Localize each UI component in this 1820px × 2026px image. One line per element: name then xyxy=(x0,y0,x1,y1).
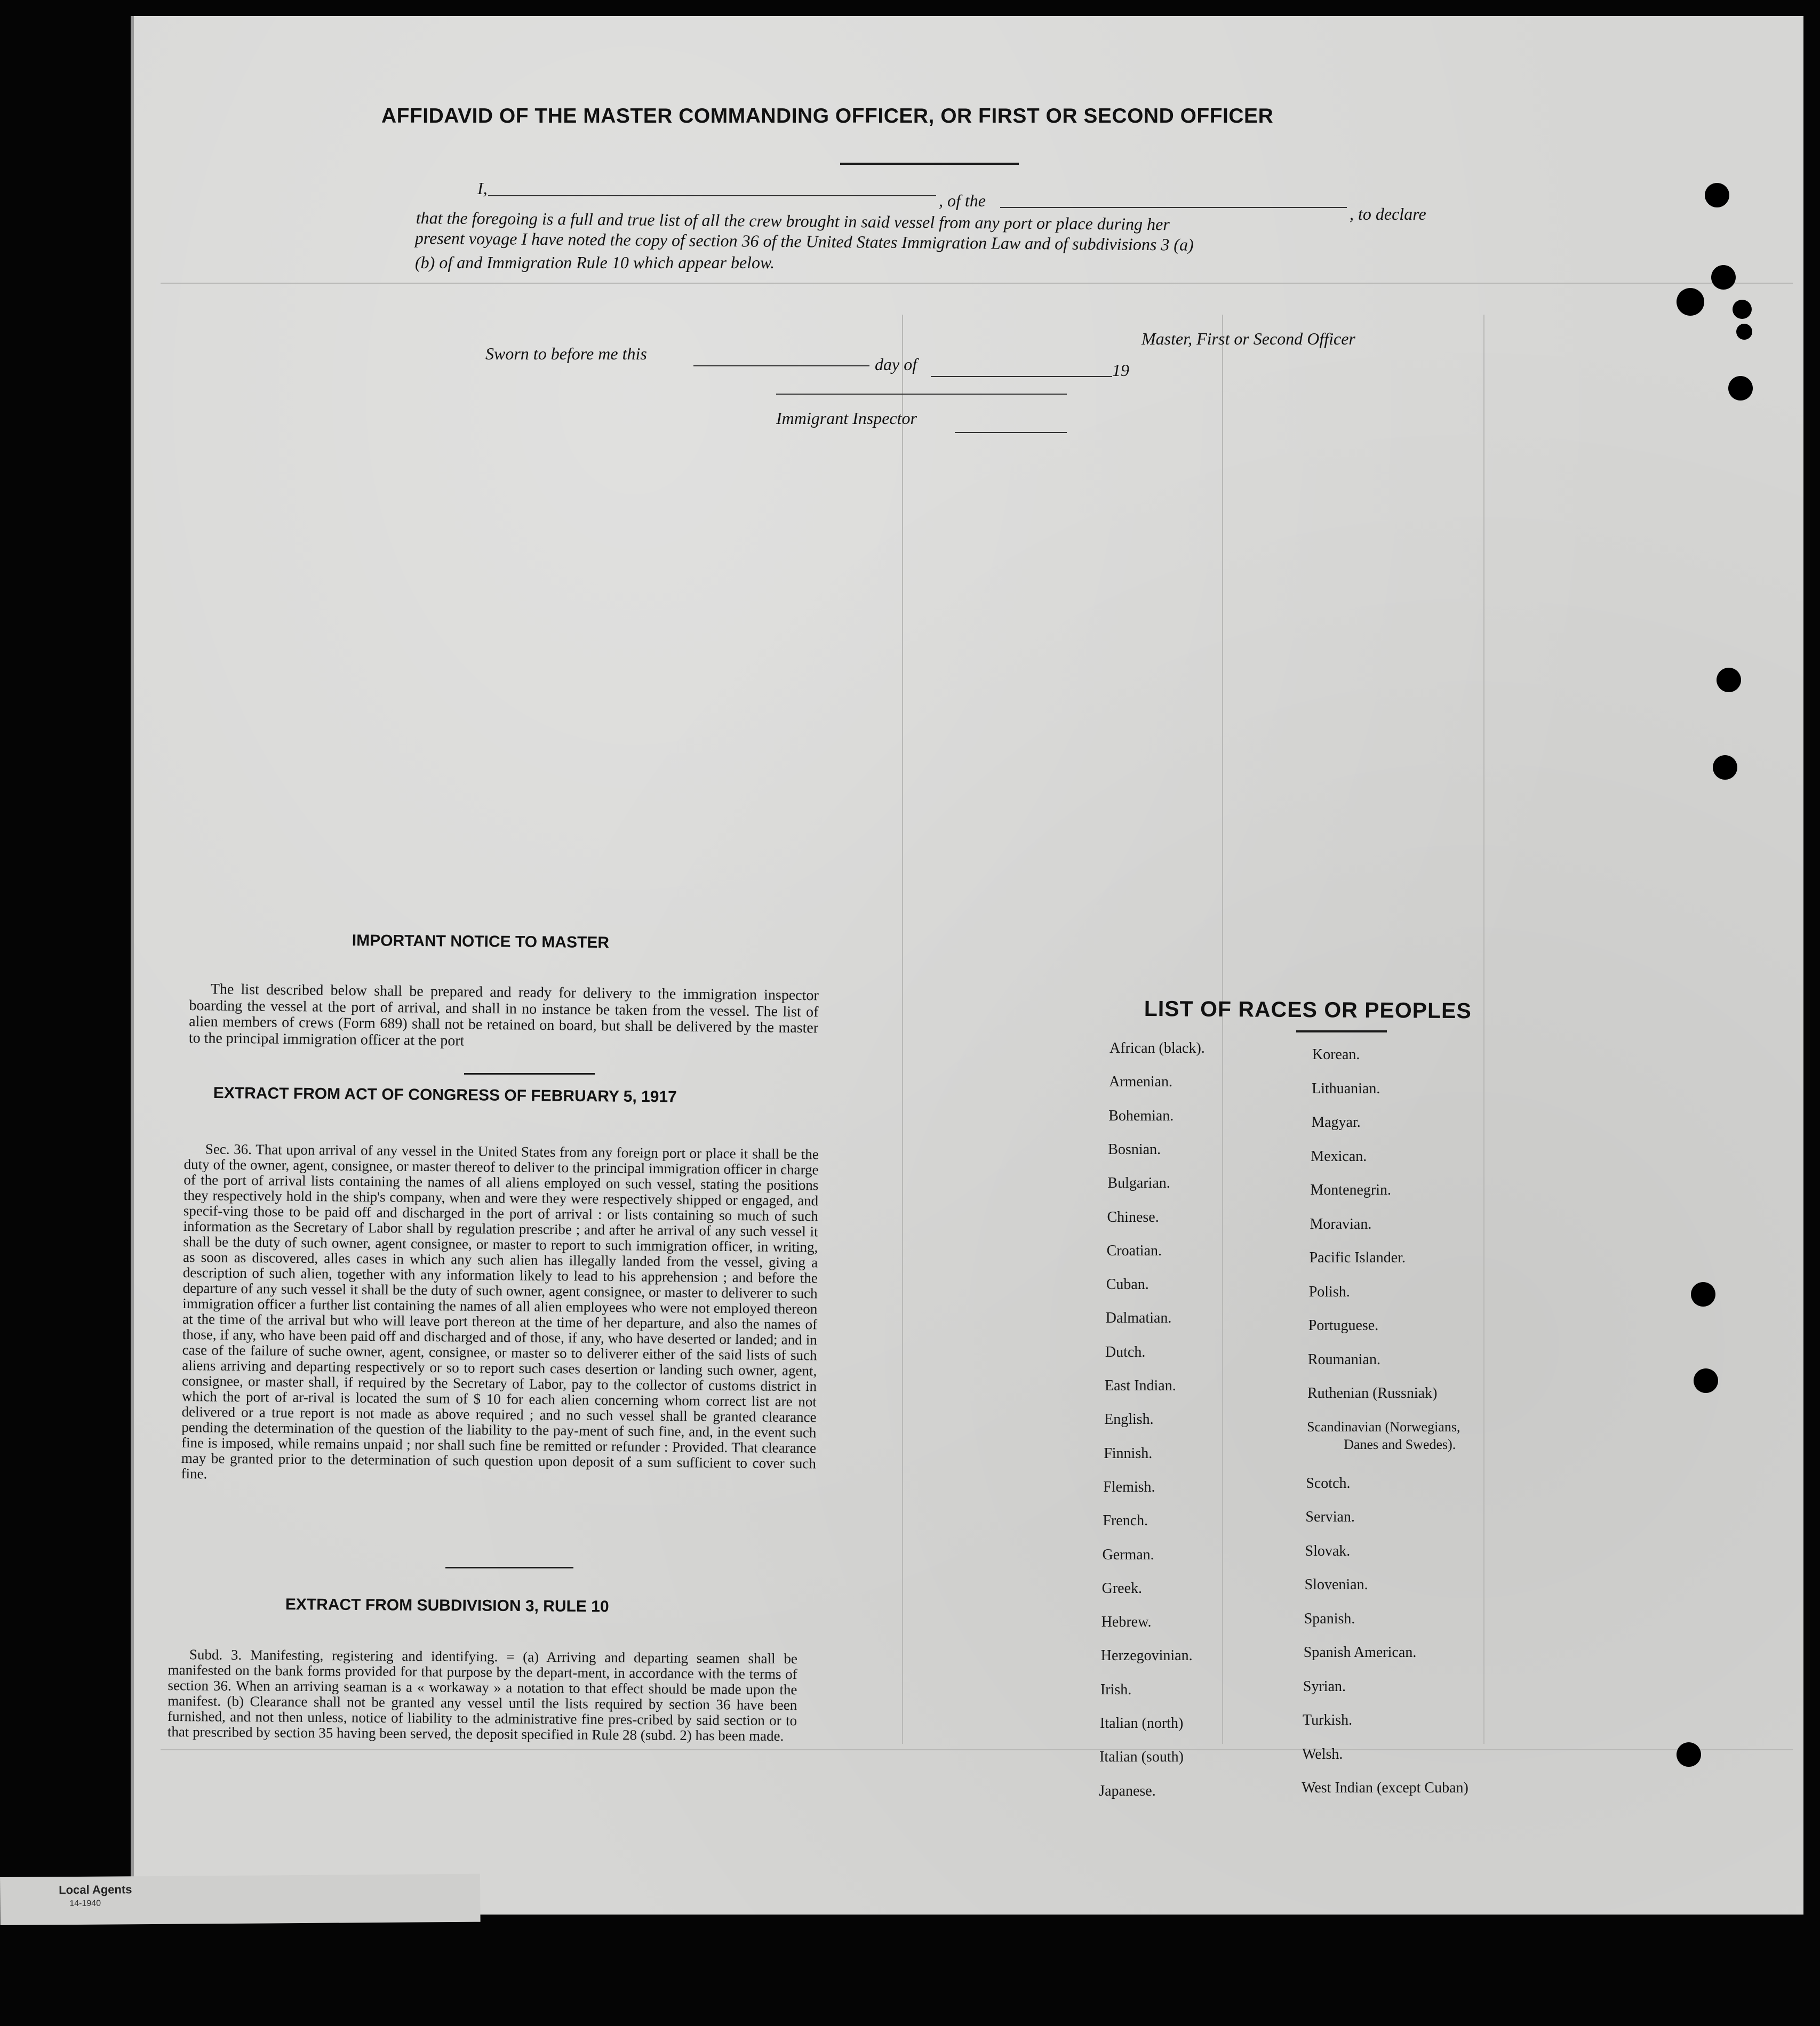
race-item-left: Chinese. xyxy=(1107,1208,1159,1226)
notice-heading: IMPORTANT NOTICE TO MASTER xyxy=(352,932,610,952)
race-item-right: Slovenian. xyxy=(1304,1576,1368,1593)
notice-rule xyxy=(464,1073,595,1075)
race-item-right: Magyar. xyxy=(1311,1114,1361,1131)
punch-hole xyxy=(1677,1742,1701,1767)
race-item-right: West Indian (except Cuban) xyxy=(1302,1780,1468,1796)
affidavit-line1-end: , to declare xyxy=(1350,204,1426,223)
race-item-left: Armenian. xyxy=(1109,1074,1173,1091)
race-item-left: Italian (north) xyxy=(1100,1715,1184,1732)
day-of-label: day of xyxy=(875,355,917,374)
punch-hole xyxy=(1705,183,1729,207)
act-text: Sec. 36. That upon arrival of any vessel in the United States from any foreign port or place it shall be the duty of the owner, agent, consignee, or master thereof to deliver to the principal immigration officer in charge of the port of arrival lists containing the names of all aliens employed on such vessel, stating the positions they respectively hold in the ship's company, when and were they were respectively shipped or engaged, and specif-ving those to be paid off and discharged in the port of arrival : or lists containing so much of such information as the Secretary of Labor shall by regulation prescribe ; and after he arrival of any such vessel it shall be the duty of such owner, agent consignee, or master to report to such immigration officer, in writing, as soon as discovered, alles cases in which any such alien has illegally landed from the vessel, giving a description of such alien, together with any information likely to lead to his apprehension ; and before the departure of any such vessel it shall be the duty of such owner, agent consignee, or master to deliverer to such immigration officer a further list containing the names of all alien employees who were not employed thereon at the time of the arrival but who will leave port thereon at the time of her departure, and also the names of those, if any, who have been paid off and discharged and of those, if any, who have deserted or landed; and in case of the failure of suche owner, agent, consignee, or master so to deliverer either of the said lists of such aliens arriving and departing respectively or so to report such cases desertion or landing such owner, agent, consignee, or master shall, if required by the Secretary of Labor, pay to the collector of customs district in which the port of ar-rival is located the sum of $ 10 for each alien concerning whom correct list are not delivered or a true report is not made as above required ; and no such vessel shall be granted clearance pending the determination of the question of the liability to the pay-ment of such fine, and, in the event such fine is imposed, while remains unpaid ; nor shall such fine be remitted or refunder : Provided. That clearance may be granted prior to the determination of such question upon deposit of a sum sufficient to cover such fine. xyxy=(181,1141,819,1482)
race-item-left: Dalmatian. xyxy=(1105,1310,1172,1327)
rule-text: Subd. 3. Manifesting, registering and identifying. = (a) Arriving and departing seamen shall be manifested on the bank forms provided for that purpose by the depart-ment, in accordance with the terms of section 36. When an arriving seaman is a « workaway » a notation to that effect should be made upon the manifest. (b) Clearance shall not be granted any vessel until the lists required by section 36 have been furnished, and not then unless, notice of liability to the administrative fine pres-cribed by said section or to that prescribed by section 35 having been served, the deposit specified in Rule 28 (subd. 2) has been made. xyxy=(167,1646,797,1744)
inspector-label: Immigrant Inspector xyxy=(776,409,917,428)
race-item-right: Danes and Swedes). xyxy=(1344,1436,1456,1452)
race-item-left: Bosnian. xyxy=(1108,1141,1161,1158)
notice-body xyxy=(189,981,819,1053)
race-item-left: Hebrew. xyxy=(1101,1614,1152,1631)
month-blank xyxy=(931,376,1112,377)
race-item-right: Korean. xyxy=(1312,1046,1360,1063)
race-item-right: Scandinavian (Norwegians, xyxy=(1307,1419,1460,1435)
act-body xyxy=(181,1141,819,1487)
punch-hole xyxy=(1736,324,1752,340)
race-item-right: Moravian. xyxy=(1310,1215,1372,1232)
title-rule xyxy=(840,163,1019,165)
punch-hole xyxy=(1694,1368,1718,1393)
punch-hole xyxy=(1677,288,1704,316)
inspector-signature-blank xyxy=(776,394,1067,395)
race-item-right: Turkish. xyxy=(1303,1712,1353,1728)
punch-hole xyxy=(1691,1282,1715,1307)
race-item-left: English. xyxy=(1104,1411,1154,1428)
punch-hole xyxy=(1733,300,1752,319)
rule-heading: EXTRACT FROM SUBDIVISION 3, RULE 10 xyxy=(285,1596,609,1616)
affidavit-line1-start: I, xyxy=(477,179,488,198)
race-item-right: Slovak. xyxy=(1305,1542,1351,1559)
races-rule xyxy=(1296,1030,1387,1032)
inspector-name-blank xyxy=(955,432,1067,433)
race-item-left: Herzegovinian. xyxy=(1100,1647,1193,1664)
affidavit-title: AFFIDAVID OF THE MASTER COMMANDING OFFICER, OR FIRST OR SECOND OFFICER xyxy=(381,105,1274,127)
bottom-form-strip xyxy=(0,1874,481,1925)
race-item-left: Flemish. xyxy=(1103,1478,1155,1495)
bleed-through-line xyxy=(1222,315,1223,1744)
race-item-right: Mexican. xyxy=(1311,1148,1367,1165)
race-item-left: Cuban. xyxy=(1106,1276,1149,1293)
races-heading: LIST OF RACES OR PEOPLES xyxy=(1144,996,1472,1023)
notice-text: The list described below shall be prepared and ready for delivery to the immigration inspector boarding the vessel at the port of arrival, and shall in no instance be taken from the vessel. The list of alien members of crews (Form 689) shall not be retained on board, but shall be delivered by the master to the principal immigration officer at the port xyxy=(188,981,819,1049)
act-heading: EXTRACT FROM ACT OF CONGRESS OF FEBRUARY 5, 1917 xyxy=(213,1084,677,1106)
race-item-left: Greek. xyxy=(1101,1580,1142,1597)
signature-label: Master, First or Second Officer xyxy=(1142,329,1355,348)
race-item-right: Scotch. xyxy=(1306,1475,1351,1492)
race-item-left: Finnish. xyxy=(1104,1445,1153,1462)
punch-hole xyxy=(1728,376,1753,401)
bleed-through-line xyxy=(1483,315,1484,1744)
race-item-right: Montenegrin. xyxy=(1310,1182,1392,1198)
race-item-left: East Indian. xyxy=(1105,1378,1176,1394)
affidavit-line2: that the foregoing is a full and true list of all the crew brought in said vessel from any port or place during her xyxy=(416,208,1170,234)
document-page xyxy=(131,16,1803,1915)
race-item-left: French. xyxy=(1103,1512,1148,1529)
sworn-label: Sworn to before me this xyxy=(485,344,647,363)
race-item-left: German. xyxy=(1102,1546,1154,1563)
race-item-right: Portuguese. xyxy=(1308,1317,1379,1334)
punch-hole xyxy=(1713,755,1737,780)
race-item-right: Servian. xyxy=(1305,1509,1355,1525)
footer-label: Local Agents xyxy=(59,1883,132,1897)
race-item-right: Syrian. xyxy=(1303,1678,1346,1695)
race-item-left: Japanese. xyxy=(1099,1782,1156,1799)
year-label: 19 xyxy=(1112,361,1129,380)
affidavit-line1-mid: , of the xyxy=(939,191,986,210)
act-rule xyxy=(445,1567,573,1568)
race-item-right: Spanish. xyxy=(1304,1610,1355,1627)
bleed-through-line xyxy=(161,283,1793,284)
sworn-date-blank xyxy=(693,365,869,366)
race-item-right: Ruthenian (Russniak) xyxy=(1307,1385,1438,1402)
race-item-right: Pacific Islander. xyxy=(1309,1250,1406,1266)
affidavit-line4: (b) of and Immigration Rule 10 which appear below. xyxy=(415,253,775,272)
race-item-left: Bulgarian. xyxy=(1107,1175,1170,1192)
name-blank xyxy=(488,195,936,196)
race-item-left: Irish. xyxy=(1100,1681,1132,1698)
bleed-through-line xyxy=(902,315,903,1744)
punch-hole xyxy=(1711,265,1736,290)
punch-hole xyxy=(1717,668,1741,692)
race-item-right: Welsh. xyxy=(1302,1745,1343,1763)
footer-code: 14-1940 xyxy=(69,1899,101,1909)
affidavit-line3: present voyage I have noted the copy of section 36 of the United States Immigration Law and of subdivisions 3 (a) xyxy=(414,228,1194,254)
rule-body xyxy=(167,1647,797,1744)
race-item-left: Italian (south) xyxy=(1099,1749,1184,1766)
race-item-right: Polish. xyxy=(1308,1283,1350,1300)
bleed-through-line xyxy=(161,1749,1793,1750)
race-item-left: Croatian. xyxy=(1106,1242,1162,1259)
race-item-left: Bohemian. xyxy=(1108,1107,1174,1124)
race-item-right: Spanish American. xyxy=(1303,1644,1417,1661)
race-item-right: Roumanian. xyxy=(1307,1351,1380,1368)
race-item-left: African (black). xyxy=(1109,1040,1205,1056)
vessel-blank xyxy=(1000,207,1347,208)
race-item-left: Dutch. xyxy=(1105,1343,1146,1360)
race-item-right: Lithuanian. xyxy=(1312,1080,1380,1097)
